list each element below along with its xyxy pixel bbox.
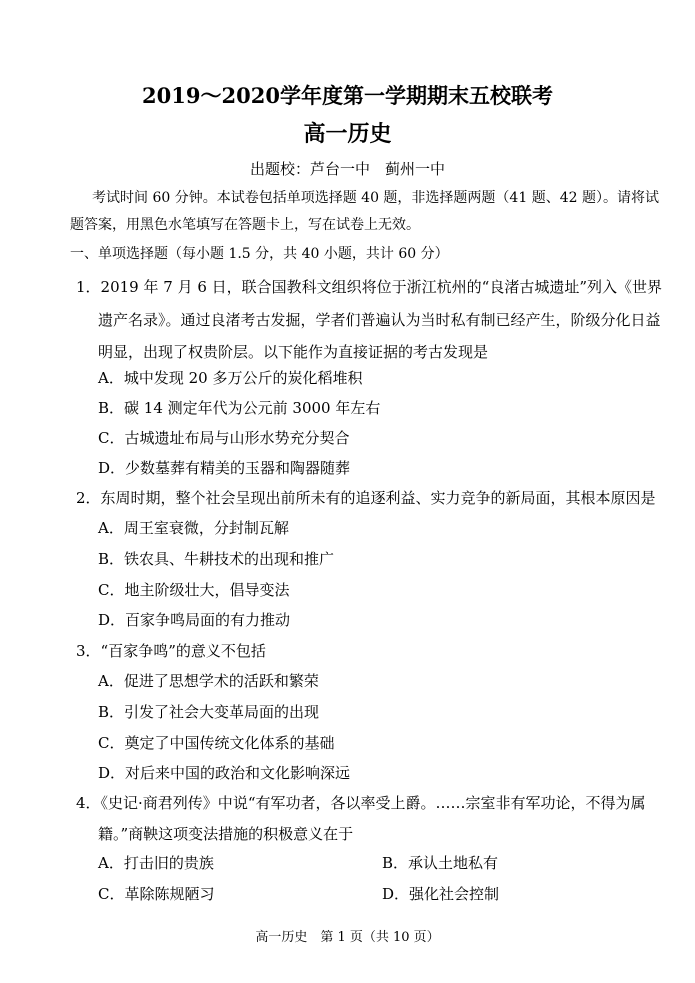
question-3-option-b: B．引发了社会大变革局面的出现	[98, 703, 320, 721]
question-1-line-1: 1．2019 年 7 月 6 日，联合国教科文组织将位于浙江杭州的“良渚古城遗址”列入《世界	[76, 278, 662, 296]
question-2-option-b: B．铁农具、牛耕技术的出现和推广	[98, 550, 335, 568]
question-1-option-d: D．少数墓葬有精美的玉器和陶器随葬	[98, 459, 351, 477]
question-1-option-b: B．碳 14 测定年代为公元前 3000 年左右	[98, 399, 381, 417]
question-4-line-2: 籍。”商鞅这项变法措施的积极意义在于	[98, 825, 354, 843]
page-footer: 高一历史 第 1 页（共 10 页）	[255, 930, 440, 945]
question-4-option-b: B．承认土地私有	[382, 854, 499, 872]
exam-subject: 高一历史	[303, 121, 392, 147]
question-3-option-a: A．促进了思想学术的活跃和繁荣	[98, 672, 319, 690]
exam-title: 2019～2020学年度第一学期期末五校联考	[142, 83, 553, 108]
question-2-option-a: A．周王室衰微，分封制瓦解	[98, 519, 289, 537]
question-2-option-d: D．百家争鸣局面的有力推动	[98, 611, 291, 629]
exam-instructions: 考试时间 60 分钟。本试卷包括单项选择题 40 题，非选择题两题（41 题、42 题）。请将试题答案，用黑色水笔填写在答题卡上，写在试卷上无效。	[70, 190, 659, 233]
section-heading: 一、单项选择题（每小题 1.5 分，共 40 小题，共计 60 分）	[70, 246, 449, 262]
question-4-option-a: A．打击旧的贵族	[98, 854, 214, 872]
question-3-option-d: D．对后来中国的政治和文化影响深远	[98, 764, 351, 782]
question-1-line-2: 遗产名录》。通过良渚考古发掘，学者们普遍认为当时私有制已经产生，阶级分化日益	[98, 311, 661, 329]
question-4-option-d: D．强化社会控制	[382, 885, 500, 903]
question-1-option-c: C．古城遗址布局与山形水势充分契合	[98, 429, 350, 447]
question-3-option-c: C．奠定了中国传统文化体系的基础	[98, 734, 335, 752]
question-4-option-c: C．革除陈规陋习	[98, 885, 215, 903]
question-2-option-c: C．地主阶级壮大，倡导变法	[98, 581, 290, 599]
question-2-line-1: 2．东周时期，整个社会呈现出前所未有的追逐利益、实力竞争的新局面，其根本原因是	[76, 489, 656, 507]
question-1-option-a: A．城中发现 20 多万公斤的炭化稻堆积	[98, 369, 363, 387]
setter-schools: 出题校：芦台一中 蓟州一中	[249, 160, 445, 178]
question-1-line-3: 明显，出现了权贵阶层。以下能作为直接证据的考古发现是	[98, 343, 489, 361]
question-4-line-1: 4．《史记·商君列传》中说“有军功者，各以率受上爵。……宗室非有军功论，不得为属	[76, 794, 646, 812]
question-3-line-1: 3．“百家争鸣”的意义不包括	[76, 642, 266, 660]
